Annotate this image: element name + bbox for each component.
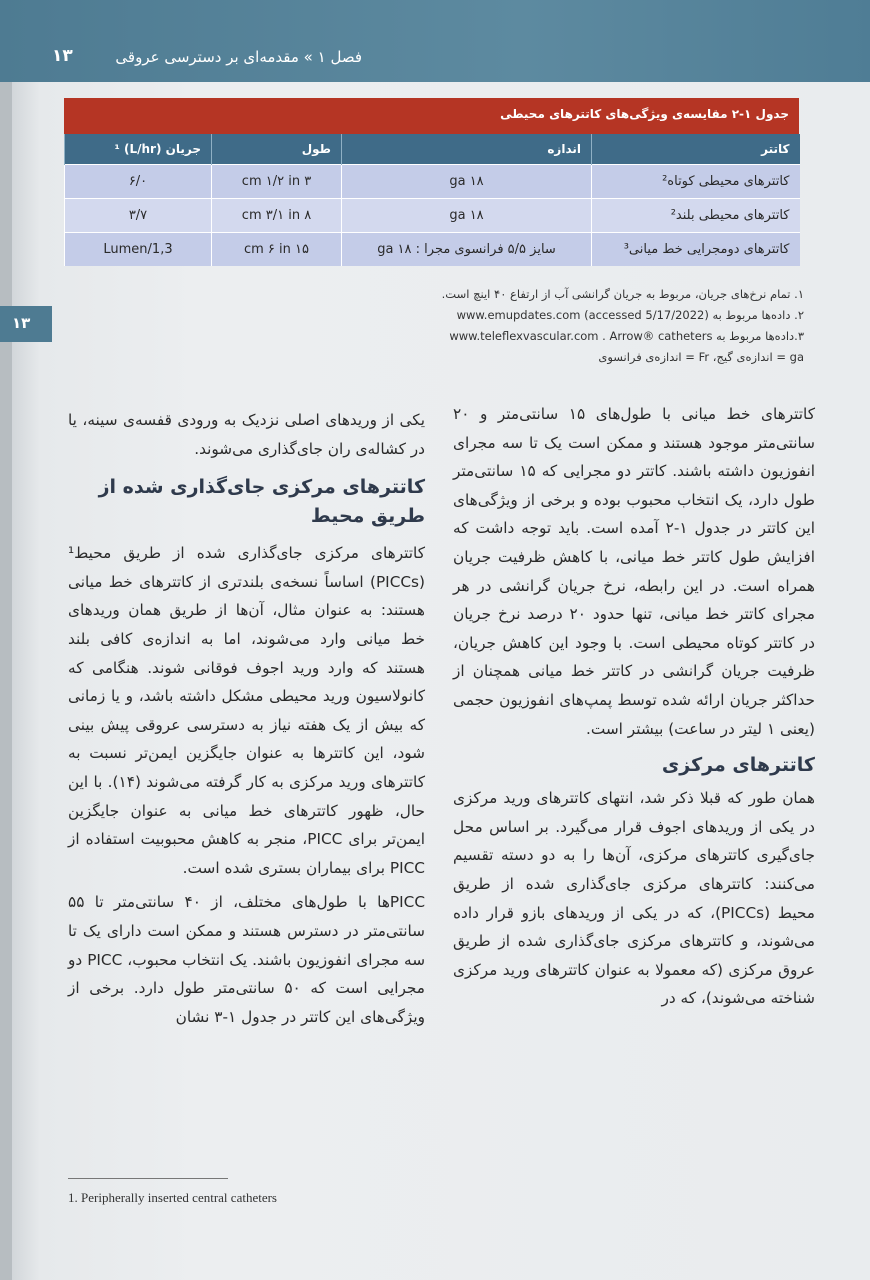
cell-length: ۱۵ cm ۶ in xyxy=(212,233,342,267)
table-caption: جدول ۱-۲ مقایسه‌ی ویژگی‌های کاتترهای محیطی xyxy=(64,98,799,134)
section-heading: کاتترهای مرکزی xyxy=(661,754,815,777)
cell-length: ۳ cm ۱/۲ in xyxy=(212,165,342,199)
cell-flow: ۶/۰ xyxy=(65,165,212,199)
table-row xyxy=(65,233,800,267)
table-note: ۲. داده‌ها مربوط به (accessed 5/17/2022) www.emupdates.com xyxy=(456,308,804,322)
catheter-table xyxy=(64,134,800,266)
header-page-number: ۱۳ xyxy=(52,46,73,66)
footnote: 1. Peripherally inserted central catheters xyxy=(68,1190,277,1205)
side-page-number: ۱۳ xyxy=(12,314,31,332)
section-heading: کاتترهای مرکزی جای‌گذاری شده از طریق محیط xyxy=(98,476,425,528)
table-note: ga = اندازه‌ی گیج، Fr = اندازه‌ی فرانسوی xyxy=(598,350,804,364)
right-column xyxy=(453,400,815,1013)
table-note: ۳.داده‌ها مربوط به www.teleflexvascular.com . Arrow® catheters xyxy=(449,329,804,343)
cell-catheter: کاتترهای دومجرایی خط میانی³ xyxy=(592,233,800,267)
body-paragraph: PICCها با طول‌های مختلف، از ۴۰ سانتی‌متر تا ۵۵ سانتی‌متر در دسترس هستند و ممکن است دارای یک تا سه مجرای انفوزیون باشند. یک انتخاب محبوب، PICC دو مجرایی است که ۵۰ سانتی‌متر طول دارد. برخی از ویژگی‌های این کاتتر در جدول ۱-۳ نشان xyxy=(68,893,426,1026)
table-row xyxy=(65,199,800,233)
cell-catheter: کاتترهای محیطی بلند² xyxy=(592,199,800,233)
table-note: ۱. تمام نرخ‌های جریان، مربوط به جریان گرانشی آب از ارتفاع ۴۰ اینچ است. xyxy=(441,287,804,301)
header-length: طول xyxy=(212,134,342,165)
body-paragraph: کاتترهای مرکزی جای‌گذاری شده از طریق محیط¹ (PICCs) اساساً نسخه‌ی بلندتری از کاتترهای خط میانی هستند: به عنوان مثال، آن‌ها از طریق همان وریدهای خط میانی وارد می‌شوند، اما به اندازه‌ی کافی بلند هستند که وارد ورید اجوف فوقانی شوند. هنگامی که کانولاسیون ورید محیطی مشکل داشته باشد، و یا زمانی که بیش از یک هفته نیاز به دسترسی عروقی پیش بینی شود، این کاتترها به عنوان جایگزین ایمن‌تر نسبت به کاتترهای ورید مرکزی به کار گرفته می‌شوند (۱۴). با این حال، ظهور کاتترهای خط میانی به عنوان جایگزین ایمن‌تر برای PICC، منجر به کاهش محبوبیت استفاده از PICC برای بیماران بستری شده است. xyxy=(68,544,425,877)
cell-length: ۸ cm ۳/۱ in xyxy=(212,199,342,233)
left-column xyxy=(68,406,425,1031)
header-catheter: کاتتر xyxy=(592,134,800,165)
table-header-row xyxy=(65,134,800,165)
page-edge xyxy=(0,82,12,1280)
body-paragraph: یکی از وریدهای اصلی نزدیک به ورودی قفسه‌ی سینه، یا در کشاله‌ی ران جای‌گذاری می‌شوند. xyxy=(68,411,425,458)
cell-size: ۱۸ ga xyxy=(342,165,592,199)
header-flow: جریان (L/hr) ¹ xyxy=(65,134,212,165)
cell-size: سایز ۵/۵ فرانسوی مجرا : ۱۸ ga xyxy=(342,233,592,267)
cell-flow: ۳/۷ xyxy=(65,199,212,233)
header-band xyxy=(0,0,870,82)
footnote-divider xyxy=(68,1178,228,1179)
body-paragraph: کاتترهای خط میانی با طول‌های ۱۵ سانتی‌متر و ۲۰ سانتی‌متر موجود هستند و ممکن است یک تا سه مجرای انفوزیون داشته باشند. کاتتر دو مجرایی که ۱۵ سانتی‌متر طول دارد، یک انتخاب محبوب بوده و برخی از ویژگی‌های این کاتتر در جدول ۱-۲ آمده است. باید توجه داشت که افزایش طول کاتتر خط میانی، با کاهش ظرفیت جریان همراه است. در این رابطه، نرخ جریان گرانشی در هر مجرای کاتتر خط میانی، تنها حدود ۲۰ درصد نرخ جریان در کاتتر کوتاه محیطی است. با وجود این کاهش جریان، ظرفیت جریان گرانشی در کاتتر خط میانی همچنان از حداکثر جریان ارائه شده توسط پمپ‌های انفوزیون حجمی (یعنی ۱ لیتر در ساعت) بیشتر است. xyxy=(453,405,816,738)
body-paragraph: همان طور که قبلا ذکر شد، انتهای کاتترهای ورید مرکزی در یکی از وریدهای اجوف قرار می‌گیرد. بر اساس محل جای‌گیری کاتترهای مرکزی، آن‌ها را به دو دسته تقسیم می‌کنند: کاتترهای مرکزی جای‌گذاری شده از طریق محیط (PICCs)، که در یکی از وریدهای بازو قرار داده می‌شوند، و کاتترهای مرکزی جای‌گذاری شده از طریق عروق مرکزی (که معمولا به عنوان کاتترهای ورید مرکزی شناخته می‌شوند)، که در xyxy=(453,789,815,1008)
table-notes xyxy=(244,284,804,368)
chapter-title: فصل ۱ » مقدمه‌ای بر دسترسی عروقی xyxy=(115,48,362,66)
cell-catheter: کاتترهای محیطی کوتاه² xyxy=(592,165,800,199)
comparison-table xyxy=(64,98,799,266)
cell-flow: 1,3/Lumen xyxy=(65,233,212,267)
table-row xyxy=(65,165,800,199)
header-size: اندازه xyxy=(342,134,592,165)
cell-size: ۱۸ ga xyxy=(342,199,592,233)
